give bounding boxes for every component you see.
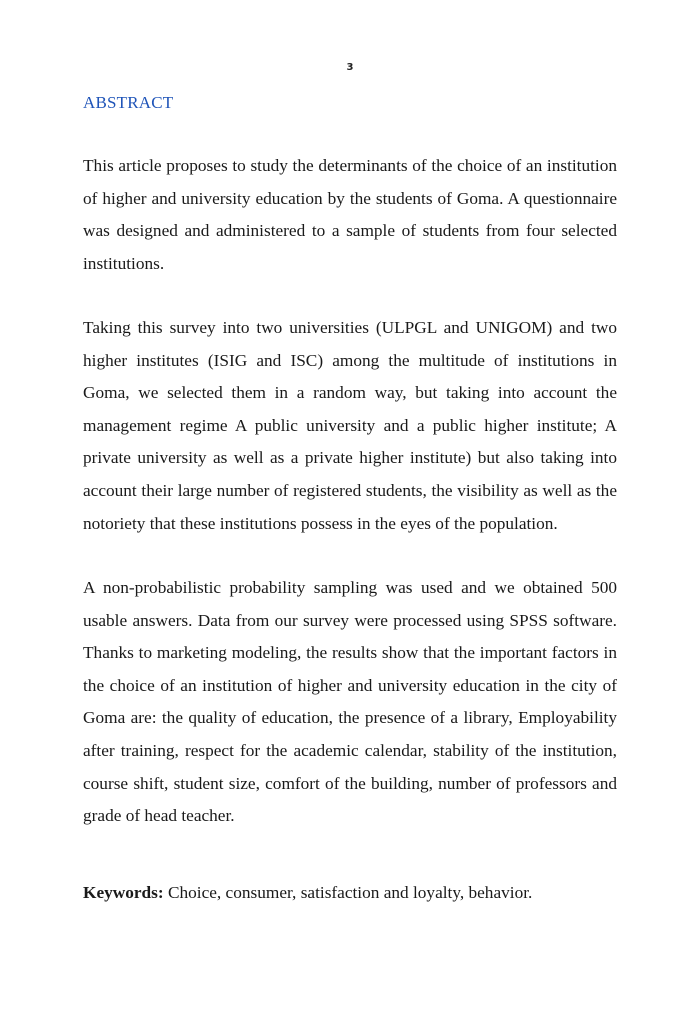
abstract-paragraph-3: A non-probabilistic probability sampling was used and we obtained 500 usable answers. Data from our survey were processed using SPSS software. Thanks to marketing modeling, the results show that the important factors in the choice of an institution of higher and university education in the city of Goma are: the quality of education, the presence of a library, Employability after training, respect for the academic calendar, stability of the institution, course shift, student size, comfort of the building, number of professors and grade of head teacher. [83, 578, 617, 826]
abstract-paragraph-2: Taking this survey into two universities (ULPGL and UNIGOM) and two higher institutes (ISIG and ISC) among the multitude of institutions in Goma, we selected them in a random way, but taking into account the management regime A public university and a public higher institute; A private university as well as a private higher institute) but also taking into account their large number of registered students, the visibility as well as the notoriety that these institutions possess in the eyes of the population. [83, 318, 617, 533]
keywords-label: Keywords: [83, 883, 164, 902]
abstract-heading: ABSTRACT [83, 93, 174, 112]
page-number: 3 [346, 62, 354, 73]
abstract-paragraph-1: This article proposes to study the determinants of the choice of an institution of higher and university education by the students of Goma. A questionnaire was designed and administered to a sample of students from four selected institutions. [83, 156, 617, 273]
keywords-text: Choice, consumer, satisfaction and loyalty, behavior. [167, 883, 533, 902]
keywords-line [83, 877, 623, 910]
